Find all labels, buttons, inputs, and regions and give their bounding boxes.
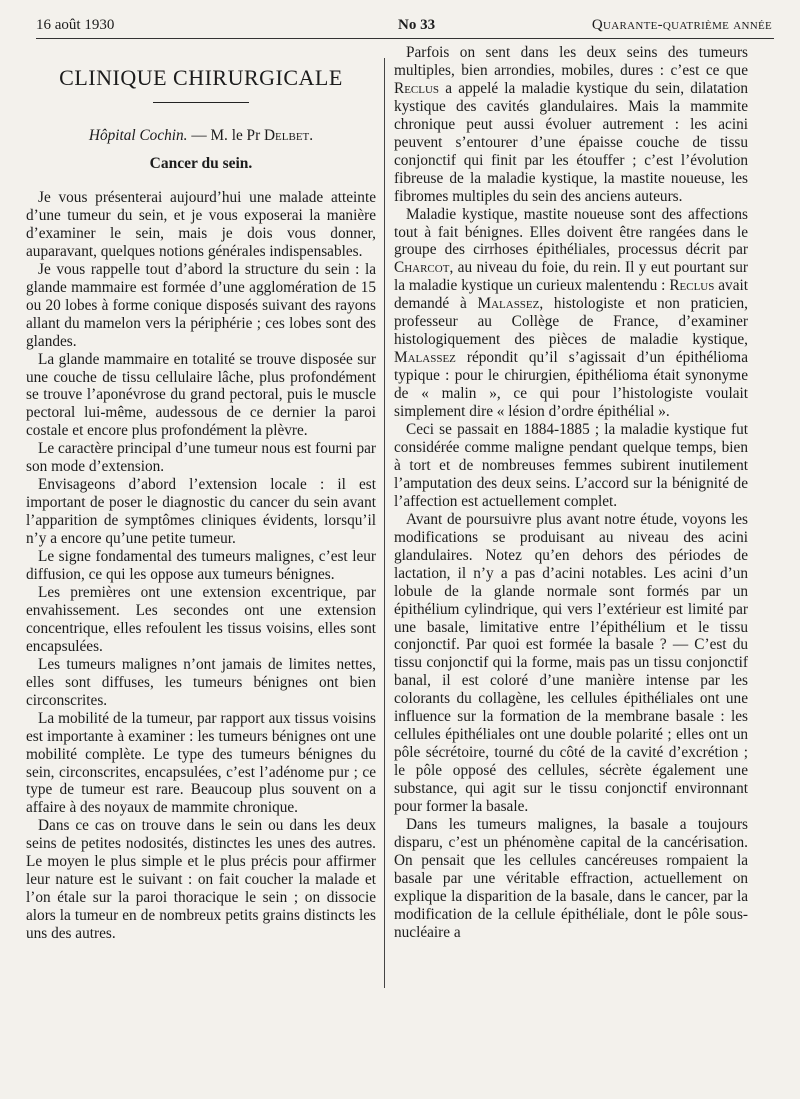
paragraph: Je vous rappelle tout d’abord la structure du sein : la glande mammaire est formée d’une agglomération de 15 ou 20 lobes à forme conique disposés suivant des rayons allant du mamelon vers la périphérie ; ces lobes sont des glandes. bbox=[26, 260, 376, 350]
text-run: Parfois on sent dans les deux seins des tumeurs multiples, bien arrondies, mobiles, dures : c’est ce que bbox=[394, 44, 748, 79]
surgeon-name: Delbet bbox=[264, 127, 310, 144]
paragraph: La mobilité de la tumeur, par rapport aux tissus voisins est importante à examiner : les tumeurs bénignes ont une mobilité complète. Le type des tumeurs bénignes du sein, circonscrites, encapsulées, c’est l’adénome pur ; ce type de tumeur est rare. Beaucoup plus souvent on a affaire à des noyaux de mammite chronique. bbox=[26, 709, 376, 817]
person-name: Malassez bbox=[394, 349, 456, 367]
paragraph: Le caractère principal d’une tumeur nous est fourni par son mode d’extension. bbox=[26, 440, 376, 476]
issue-number: No 33 bbox=[398, 17, 436, 33]
author-prefix: — M. le Pr bbox=[187, 127, 264, 144]
text-run: Ceci se passait en 1884-1885 ; la maladie kystique fut considérée comme maligne pendant quelque temps, bien à tort et de nombreuses femmes subirent inutilement l’amputation des deux seins. L’accord sur la bénignité de l’affection est actuellement complet. bbox=[394, 421, 748, 510]
paragraph: Je vous présenterai aujourd’hui une malade atteinte d’une tumeur du sein, et je vous exposerai la manière d’examiner le sein, mais je dois vous donner, auparavant, quelques notions générales indispensables. bbox=[26, 189, 376, 260]
text-run: , histologiste et non praticien, professeur au Collège de France, d’examiner histologiquement des pièces de maladie kystique, bbox=[394, 295, 748, 349]
hospital-line: Hôpital Cochin. — M. le Pr Delbet. bbox=[88, 127, 314, 144]
person-name: Malassez bbox=[477, 295, 540, 313]
paragraph: La glande mammaire en totalité se trouve disposée sur une couche de tissu cellulaire lâche, plus profondément se trouve l’aponévrose du grand pectoral, puis le muscle pectoral lui-même, audessous de ce dernier la paroi costale et encore plus profondément la plèvre. bbox=[26, 350, 376, 440]
hospital-name: Hôpital Cochin. bbox=[88, 127, 188, 144]
paragraph bbox=[394, 511, 748, 816]
section-title: CLINIQUE CHIRURGICALE bbox=[59, 65, 343, 90]
running-head bbox=[36, 14, 772, 36]
text-run: , au niveau du foie, du rein. Il y eut pourtant sur la maladie kystique un curieux malentendu : bbox=[394, 259, 748, 295]
person-name: Charcot bbox=[394, 259, 450, 277]
text-run: Maladie kystique, mastite noueuse sont des affections tout à fait bénignes. Elles doivent être rangées dans le groupe des cirrhoses épithéliales, processus décrit par bbox=[394, 205, 748, 259]
paragraph bbox=[394, 44, 748, 206]
left-body bbox=[26, 189, 376, 943]
column-divider bbox=[384, 58, 385, 988]
right-column bbox=[394, 44, 748, 942]
paragraph: Envisageons d’abord l’extension locale : il est important de poser le diagnostic du cancer du sein avant l’apparition de symptômes cliniques évidents, lorsqu’il n’y a encore qu’une petite tumeur. bbox=[26, 476, 376, 548]
paragraph: Les premières ont une extension excentrique, par envahissement. Les secondes ont une extension concentrique, elles refoulent les tissus voisins, elles sont encapsulées. bbox=[26, 583, 376, 655]
header-rule bbox=[36, 38, 774, 39]
paragraph bbox=[394, 421, 748, 511]
paragraph bbox=[394, 206, 748, 421]
left-column bbox=[26, 44, 376, 943]
person-name: Reclus bbox=[669, 277, 715, 295]
text-run: Avant de poursuivre plus avant notre étude, voyons les modifications se produisant au niveau des acini glandulaires. Notez qu’en dehors des périodes de lactation, il n’y a pas d’acini notables. Les acini d’un lobule de la glande normale sont formés par un épithélium cylindrique, qui vers l’extérieur est limité par une basale, limitative entre l’épithélium et le tissu conjonctif. Par quoi est formée la basale ? — C’est du tissu conjonctif qui la forme, mais pas un tissu conjonctif banal, il est coloré d’une manière intense par les colorants du collagène, les cellules épithéliales ont une influence sur la formation de la membrane basale : les cellules épithéliales ont une double polarité ; elles ont un pôle sécrétoire, tourné du côté de la cavité d’excrétion ; le pôle opposé des cellules, sécrète également une substance, qui agit sur le tissu conjonctif environnant pour former la basale. bbox=[394, 510, 748, 816]
right-body bbox=[394, 44, 748, 942]
issue-date: 16 août 1930 bbox=[36, 17, 115, 33]
person-name: Reclus bbox=[394, 79, 440, 97]
text-run: a appelé la maladie kystique du sein, dilatation kystique des cavités glandulaires. Mais la mammite chronique peut aussi évoluer autrement : les acini peuvent s’entourer d’une épaisse couche de tissu conjonctif qui finit par les étouffer ; c’est l’évolution fibreuse de la maladie kystique, la mastite noueuse, les fibromes multiples du sein des anciens auteurs. bbox=[394, 79, 748, 205]
text-run: répondit qu’il s’agissait d’un épithélioma typique : pour le chirurgien, épithélioma était synonyme de « malin », ce qui pour l’histologiste voulait simplement dire « lésion d’ordre épithélial ». bbox=[394, 349, 748, 421]
paragraph: Le signe fondamental des tumeurs malignes, c’est leur diffusion, ce qui les oppose aux tumeurs bénignes. bbox=[26, 548, 376, 584]
article-subheading: Cancer du sein. bbox=[149, 155, 253, 172]
text-run: avait demandé à bbox=[394, 277, 748, 313]
paragraph bbox=[394, 816, 748, 942]
paragraph: Dans ce cas on trouve dans le sein ou dans les deux seins de petites nodosités, distinctes les unes des autres. Le moyen le plus simple et le plus précis pour affirmer leur nature est le suivant : on fait coucher la malade et l’on étale sur la paroi thoracique le sein ; on dissocie alors la tumeur en de nombreux petits grains distincts les uns des autres. bbox=[26, 817, 376, 943]
text-run: Dans les tumeurs malignes, la basale a toujours disparu, c’est un phénomène capital de la cancérisation. On pensait que les cellules cancéreuses rompaient la basale par une véritable effraction, actuellement on explique la disparition de la basale, dans le cancer, par la modification de la cellule épithéliale, dont le pôle sous-nucléaire a bbox=[394, 815, 748, 941]
title-rule bbox=[153, 102, 249, 103]
paragraph: Les tumeurs malignes n’ont jamais de limites nettes, elles sont diffuses, les tumeurs bénignes ont bien circonscrites. bbox=[26, 655, 376, 709]
publication-year: Quarante-quatrième année bbox=[591, 17, 772, 33]
